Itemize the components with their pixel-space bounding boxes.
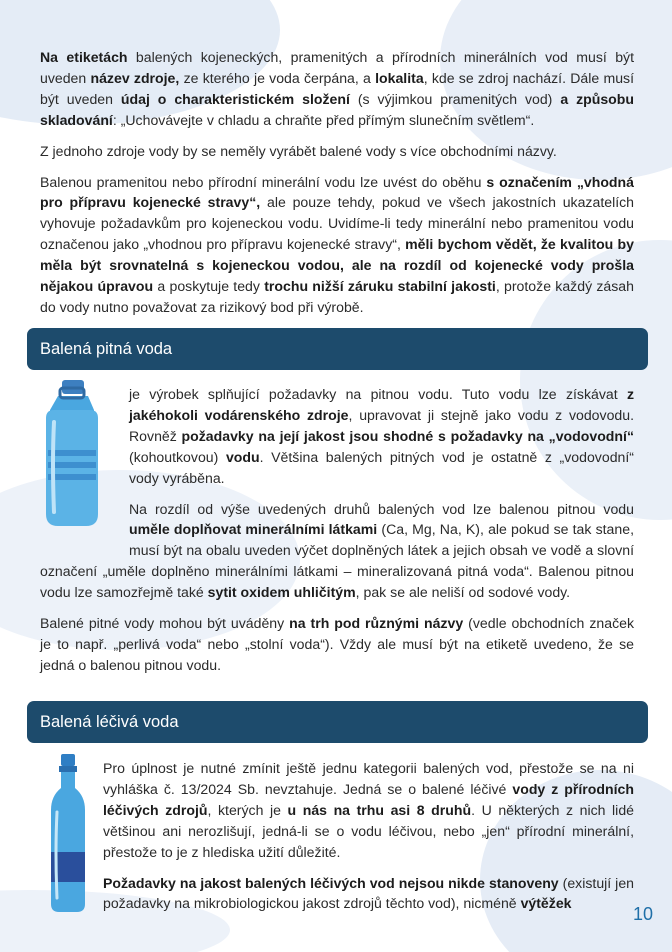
bold-text: Požadavky na jakost balených léčivých vod nejsou nikde stanoveny	[103, 874, 559, 891]
section2-paragraph-2	[103, 873, 634, 915]
text-run: (s výjimkou pramenitých vod)	[349, 90, 561, 107]
intro-paragraph-2	[40, 141, 634, 162]
section-heading-label: Balená léčivá voda	[40, 712, 179, 731]
text-run: , protože každý zásah do vody nutno považovat za rizikový bod při výrobě.	[40, 278, 634, 315]
bold-text: s označením „vhodná pro přípravu kojenecké stravy“,	[40, 173, 634, 211]
section1-paragraph-3	[40, 613, 634, 676]
text-run: Balenou pramenitou nebo přírodní minerální vodu lze uvést do oběhu	[40, 173, 487, 190]
intro-paragraph-3	[40, 172, 634, 318]
bold-text: požadavky na její jakost jsou shodné s požadavky na „vodovodní“	[181, 427, 634, 444]
section2-paragraph-1	[103, 758, 634, 863]
text-run: . Většina balených pitných vod je ostatně z „vodovodní“ vody vyráběna.	[129, 448, 634, 486]
bold-text: u nás na trhu asi 8 druhů	[287, 801, 472, 818]
text-run: Pro úplnost je nutné zmínit ještě jednu kategorii balených vod, přestože se na ni vyhláška č. 13/2024 Sb. nevztahuje. Jedná se o balené léčivé	[103, 760, 634, 797]
text-run: (vedle obchodních značek je to např. „perlivá voda“ nebo „stolní voda“). Vždy ale musí být na etiketě uvedeno, že se jedná o balenou pitnou vodu.	[40, 615, 635, 673]
section1-text	[40, 384, 634, 686]
text-run: , pak se ale neliší od sodové vody.	[355, 584, 571, 601]
text-run: a poskytuje tedy	[153, 278, 265, 295]
section2-text	[103, 758, 634, 924]
text-run: ze kterého je voda čerpána, a	[179, 69, 376, 86]
water-bottle-icon	[48, 752, 88, 914]
bold-text: z jakéhokoli vodárenského zdroje	[129, 386, 634, 423]
bold-text: název zdroje,	[90, 69, 180, 86]
bold-text: měli bychom vědět, že kvalitou by měla být srovnatelná s kojeneckou vodou, ale na rozdíl od kojenecké vody prošla nějakou úpravou	[40, 236, 634, 295]
intro-paragraph-1	[40, 47, 634, 131]
text-run: ale pouze tehdy, pokud ve všech jakostních ukazatelích vyhovuje požadavkům pro kojeneckou vodu. Uvidíme-li tedy minerální nebo pramenitou vodu označenou jako „vhodnou pro přípravu kojenecké stravy“,	[40, 194, 635, 253]
bold-text: vodu	[225, 448, 260, 465]
text-run: , kde se zdroj nachází. Dále musí být uveden	[40, 69, 634, 107]
text-run: , upravovat ji stejně jako vodu z vodovodu. Rovněž	[129, 406, 635, 444]
section-heading-label: Balená pitná voda	[40, 339, 173, 358]
section1-paragraph-2-text	[40, 501, 634, 601]
intro-text	[40, 47, 634, 328]
text-run: , kterých je	[207, 801, 288, 818]
text-run: balených kojeneckých, pramenitých a přírodních minerálních vod musí být uveden	[40, 49, 634, 86]
section1-paragraph-1	[129, 384, 634, 489]
bold-text: údaj o charakteristickém složení	[120, 90, 350, 107]
text-run: Na rozdíl od výše uvedených druhů balených vod lze balenou pitnou vodu	[129, 500, 634, 517]
section-heading-leciva-voda	[27, 701, 648, 743]
page-number: 10	[633, 904, 654, 924]
text-run: Balené pitné vody mohou být uváděny	[40, 615, 290, 632]
bold-text: Na etiketách	[40, 49, 128, 65]
text-run: Z jednoho zdroje vody by se neměly vyrábět balené vody s více obchodními názvy.	[40, 142, 557, 159]
text-run: : „Uchovávejte v chladu a chraňte před přímým slunečním světlem“.	[112, 111, 535, 128]
bold-text: uměle doplňovat minerálními látkami	[129, 521, 378, 538]
bold-text: a způsobu skladování	[40, 90, 635, 128]
text-run: (existují jen požadavky na mikrobiologickou jakost zdrojů těchto vod), nicméně	[103, 874, 634, 912]
bold-text: na trh pod různými názvy	[289, 615, 464, 632]
bold-text: vody z přírodních léčivých zdrojů	[103, 780, 634, 818]
bold-text: výtěžek	[520, 895, 572, 912]
bold-text: sytit oxidem uhličitým	[207, 584, 356, 601]
text-run: . U některých z nich lidé většinou ani nerozlišují, jedná-li se o vodu léčivou, nebo „jen“ přírodní minerální, přestože to je z hlediska užití důležité.	[103, 801, 634, 860]
text-run: je výrobek splňující požadavky na pitnou vodu. Tuto vodu lze získávat	[129, 386, 627, 402]
bold-text: trochu nižší záruku stabilní jakosti	[264, 278, 496, 295]
section-heading-pitna-voda	[27, 328, 648, 370]
text-run: (Ca, Mg, Na, K), ale pokud se tak stane, musí být na obalu uveden výčet doplněných látek a jejich obsah ve vodě a slovní označení „uměle doplněno minerálními látkami – mineralizovaná pitná voda“. Balenou pitnou vodu lze samozřejmě také	[40, 521, 634, 601]
section1-paragraph-2	[40, 499, 634, 604]
text-run: (kohoutkovou)	[129, 448, 226, 465]
bold-text: lokalita	[375, 69, 424, 86]
